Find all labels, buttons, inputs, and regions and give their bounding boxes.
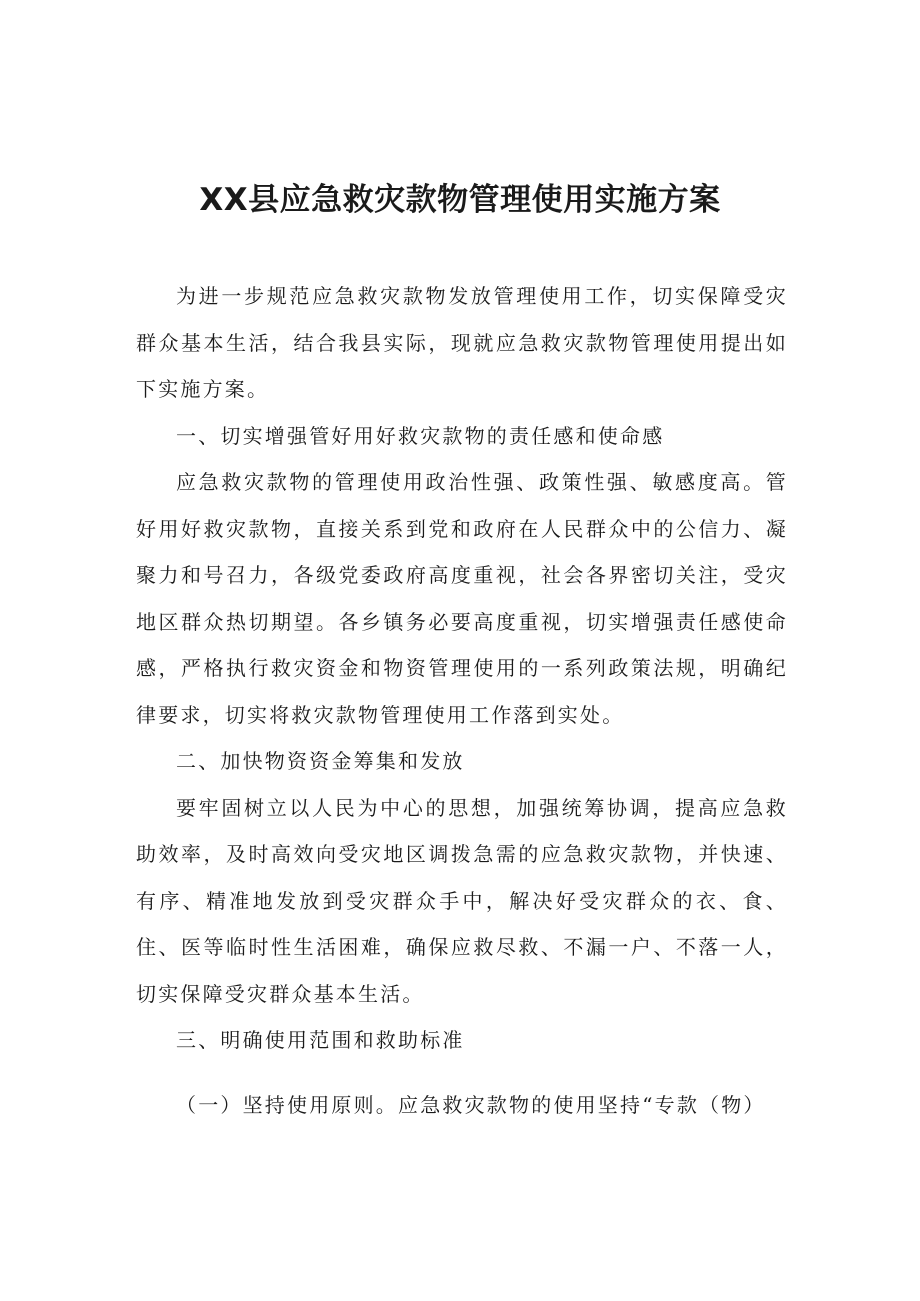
document-title: XX县应急救灾款物管理使用实施方案 [199,182,721,218]
section-heading-3: 三、明确使用范围和救助标准 [176,1028,465,1052]
section-heading-1: 一、切实增强管好用好救灾款物的责任感和使命感 [176,423,665,448]
subsection-1-paragraph: （一）坚持使用原则。应急救灾款物的使用坚持“专款（物） [176,1092,766,1117]
intro-paragraph: 为进一步规范应急救灾款物发放管理使用工作，切实保障受灾群众基本生活，结合我县实际，现就应急救灾款物管理使用提出如下实施方案。 [136,284,788,401]
section-2-paragraph: 要牢固树立以人民为中心的思想，加强统筹协调，提高应急救助效率，及时高效向受灾地区调拨急需的应急救灾款物，并快速、有序、精准地发放到受灾群众手中，解决好受灾群众的衣、食、住、医等临时性生活困难，确保应救尽救、不漏一户、不落一人，切实保障受灾群众基本生活。 [136,795,788,1006]
document-body [136,273,788,1128]
section-1-paragraph: 应急救灾款物的管理使用政治性强、政策性强、敏感度高。管好用好救灾款物，直接关系到党和政府在人民群众中的公信力、凝聚力和号召力，各级党委政府高度重视，社会各界密切关注，受灾地区群众热切期望。各乡镇务必要高度重视，切实增强责任感使命感，严格执行救灾资金和物资管理使用的一系列政策法规，明确纪律要求，切实将救灾款物管理使用工作落到实处。 [136,470,788,727]
section-heading-2: 二、加快物资资金筹集和发放 [176,749,465,773]
